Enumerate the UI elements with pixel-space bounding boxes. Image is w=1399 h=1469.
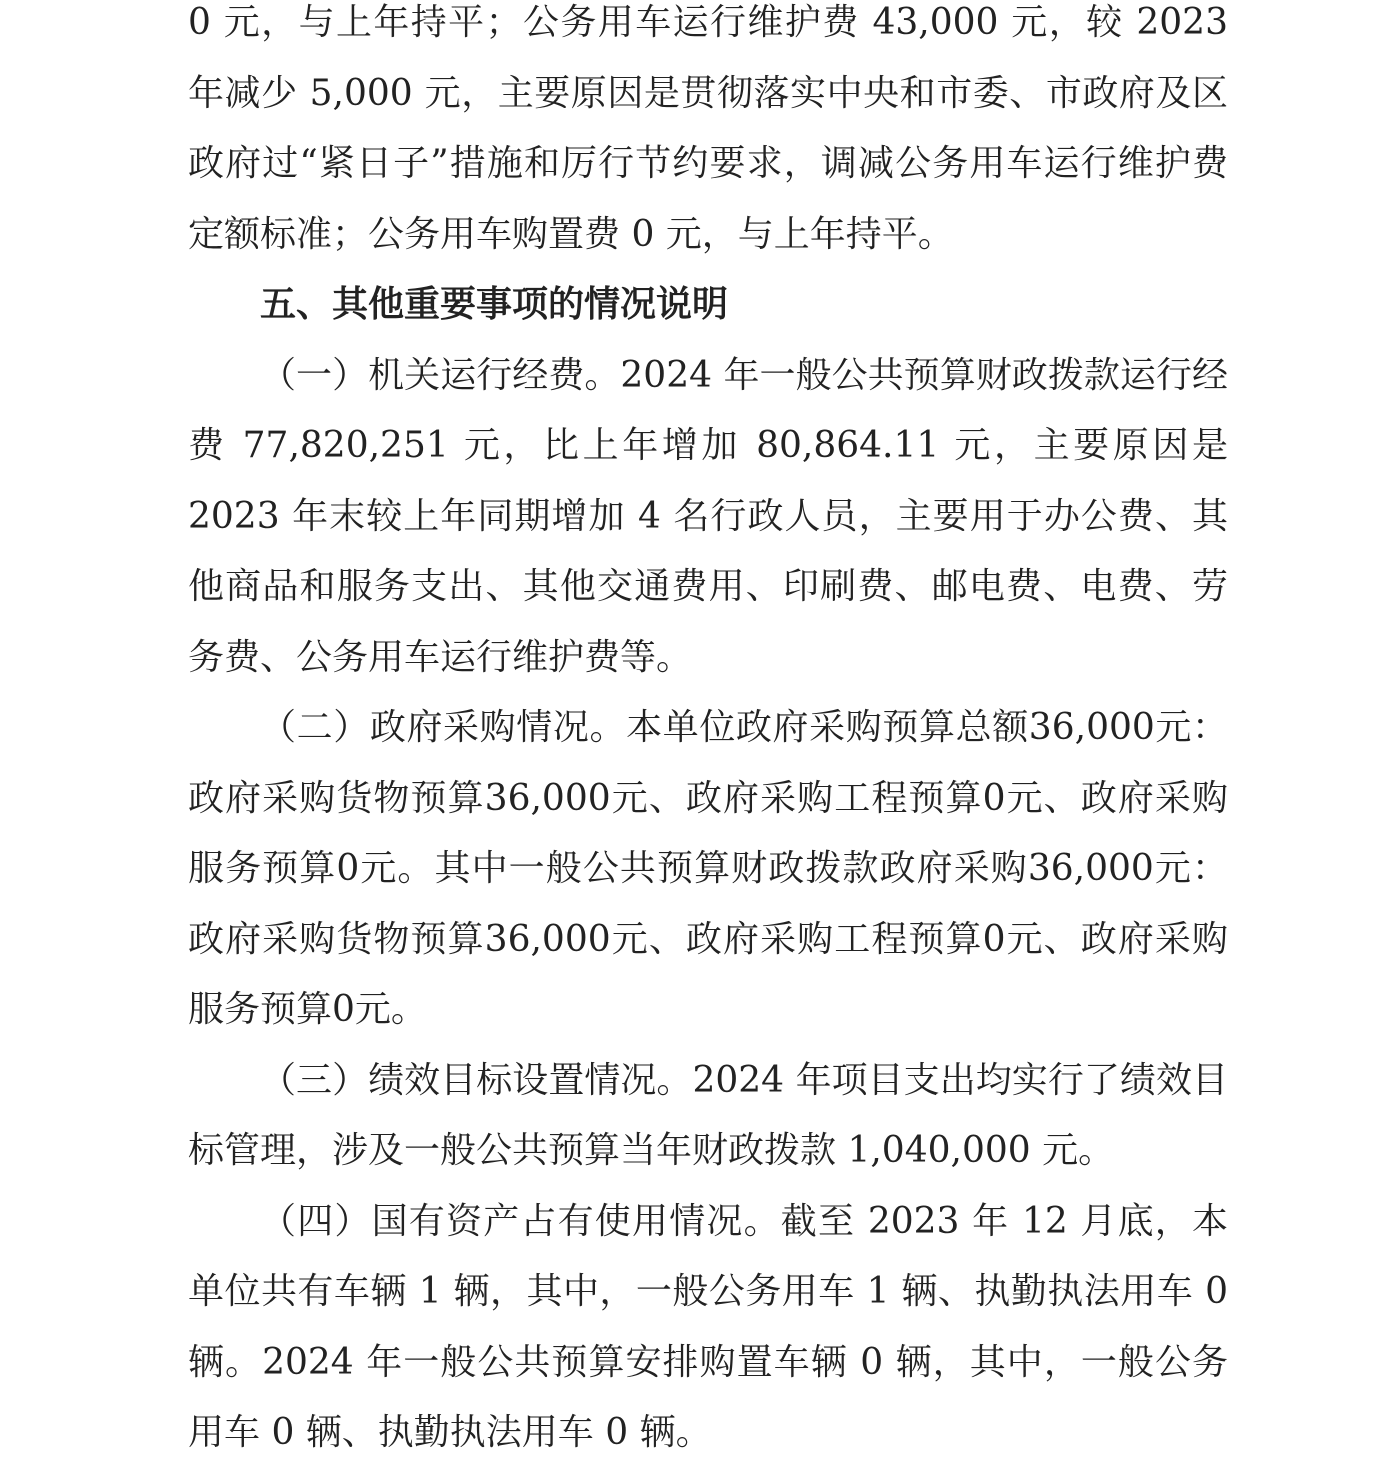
- document-page: [188, 0, 1228, 1469]
- section-heading-other-matters: 五、其他重要事项的情况说明: [260, 284, 729, 325]
- paragraph-operating-funds: （一）机关运行经费。2024 年一般公共预算财政拨款运行经费 77,820,251 元，比上年增加 80,864.11 元，主要原因是 2023 年末较上年同期增加 4 名行政人员，主要用于办公费、其他商品和服务支出、其他交通费用、印刷费、邮电费、电费、劳务费、公务用车运行维护费等。: [188, 354, 1228, 678]
- paragraph-government-procurement: （二）政府采购情况。本单位政府采购预算总额36,000元：政府采购货物预算36,000元、政府采购工程预算0元、政府采购服务预算0元。其中一般公共预算财政拨款政府采购36,000元：政府采购货物预算36,000元、政府采购工程预算0元、政府采购服务预算0元。: [188, 707, 1228, 1030]
- paragraph-vehicle-costs: 0 元，与上年持平；公务用车运行维护费 43,000 元，较 2023 年减少 5,000 元，主要原因是贯彻落实中央和市委、市政府及区政府过“紧日子”措施和厉行节约要求，调减公务用车运行维护费定额标准；公务用车购置费 0 元，与上年持平。: [188, 2, 1228, 255]
- paragraph-state-assets: （四）国有资产占有使用情况。截至 2023 年 12 月底，本单位共有车辆 1 辆，其中，一般公务用车 1 辆、执勤执法用车 0 辆。2024 年一般公共预算安排购置车辆 0 辆，其中，一般公务用车 0 辆、执勤执法用车 0 辆。: [188, 1200, 1228, 1453]
- paragraph-performance-targets: （三）绩效目标设置情况。2024 年项目支出均实行了绩效目标管理，涉及一般公共预算当年财政拨款 1,040,000 元。: [188, 1059, 1228, 1171]
